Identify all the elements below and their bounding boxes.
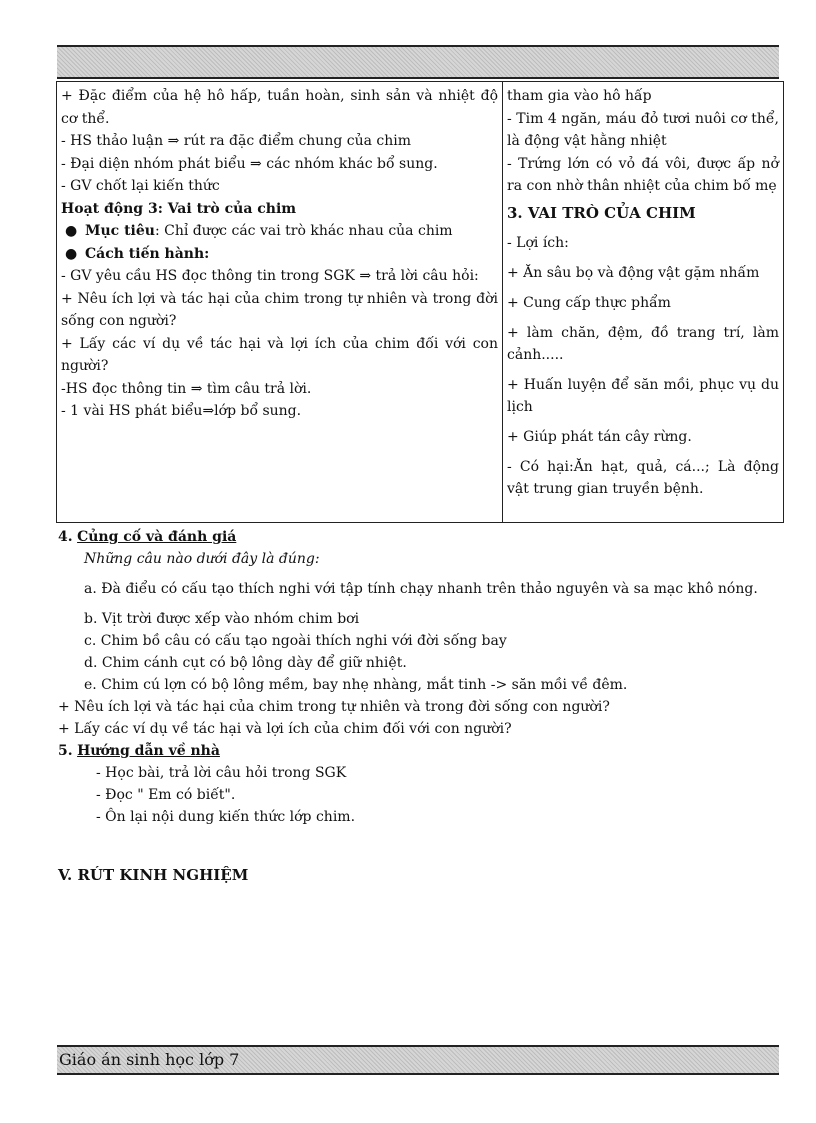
homework-item: - Ôn lại nội dung kiến thức lớp chim.: [96, 809, 356, 825]
quiz-option-b: b. Vịt trời được xếp vào nhóm chim bơi: [84, 611, 360, 627]
role-line: + làm chăn, đệm, đồ trang trí, làm cảnh.....: [507, 325, 779, 363]
objective-text: : Chỉ được các vai trò khác nhau của chim: [154, 223, 453, 239]
left-line: + Nêu ích lợi và tác hại của chim trong tự nhiên và trong đời sống con người?: [61, 290, 498, 329]
teacher-student-activity-column: [57, 82, 503, 523]
left-line: - Đại diện nhóm phát biểu ⇒ các nhóm khác bổ sung.: [61, 155, 438, 172]
right-line: - Trứng lớn có vỏ đá vôi, được ấp nở ra con nhờ thân nhiệt của chim bố mẹ: [507, 155, 779, 194]
method-item: [61, 243, 498, 266]
section-heading: 3. VAI TRÒ CỦA CHIM: [507, 203, 696, 222]
role-line: + Cung cấp thực phẩm: [507, 295, 671, 311]
review-question: + Nêu ích lợi và tác hại của chim trong tự nhiên và trong đời sống con người?: [58, 699, 610, 715]
footer-title: Giáo án sinh học lớp 7: [59, 1050, 240, 1069]
section-number: 5.: [58, 743, 73, 759]
homework-item: - Đọc " Em có biết".: [96, 787, 236, 803]
left-line: - HS thảo luận ⇒ rút ra đặc điểm chung của chim: [61, 133, 412, 149]
objective-item: [61, 220, 498, 243]
right-line: - Tim 4 ngăn, máu đỏ tươi nuôi cơ thể, là động vật hằng nhiệt: [507, 110, 779, 149]
quiz-prompt: Những câu nào dưới đây là đúng:: [84, 551, 320, 567]
role-line: - Có hại:Ăn hạt, quả, cá...; Là động vật trung gian truyền bệnh.: [507, 459, 779, 497]
left-line: -HS đọc thông tin ⇒ tìm câu trả lời.: [61, 380, 312, 397]
section-title: Củng cố và đánh giá: [77, 529, 237, 545]
quiz-option-c: c. Chim bồ câu có cấu tạo ngoài thích nghi với đời sống bay: [84, 633, 507, 649]
section-5-heading: [58, 740, 780, 762]
bullet-icon: ●: [65, 223, 78, 239]
lesson-continuation: [58, 526, 780, 828]
lesson-table: [56, 81, 784, 523]
homework-item: - Học bài, trả lời câu hỏi trong SGK: [96, 765, 347, 781]
left-line: - GV yêu cầu HS đọc thông tin trong SGK ⇒ trả lời câu hỏi:: [61, 268, 479, 284]
method-label: Cách tiến hành:: [85, 245, 210, 262]
right-line: tham gia vào hô hấp: [507, 88, 652, 104]
reflection-heading: V. RÚT KINH NGHIỆM: [58, 866, 249, 884]
role-line: + Huấn luyện để săn mồi, phục vụ du lịch: [507, 377, 779, 415]
left-line: + Lấy các ví dụ về tác hại và lợi ích của chim đối với con người?: [61, 335, 498, 374]
activity-title: Hoạt động 3: Vai trò của chim: [61, 200, 297, 217]
role-line: + Ăn sâu bọ và động vật gặm nhấm: [507, 265, 760, 281]
quiz-option-a: a. Đà điểu có cấu tạo thích nghi với tập tính chạy nhanh trên thảo nguyên và sa mạc khô nóng.: [84, 581, 758, 597]
left-line: - 1 vài HS phát biểu⇒lớp bổ sung.: [61, 403, 302, 419]
quiz-option-e: e. Chim cú lợn có bộ lông mềm, bay nhẹ nhàng, mắt tinh -> săn mồi về đêm.: [84, 677, 628, 693]
footer-band: [57, 1045, 779, 1075]
section-4-heading: [58, 526, 780, 548]
left-line: + Đặc điểm của hệ hô hấp, tuần hoàn, sinh sản và nhiệt độ cơ thể.: [61, 88, 498, 127]
bullet-icon: ●: [65, 245, 78, 262]
header-band: [57, 45, 779, 79]
objective-label: Mục tiêu: [85, 223, 155, 239]
section-number: 4.: [58, 529, 73, 545]
section-title: Hướng dẫn về nhà: [77, 743, 220, 759]
review-question: + Lấy các ví dụ về tác hại và lợi ích của chim đối với con người?: [58, 721, 512, 737]
left-line: - GV chốt lại kiến thức: [61, 178, 220, 194]
role-line: - Lợi ích:: [507, 235, 569, 251]
role-line: + Giúp phát tán cây rừng.: [507, 429, 692, 445]
quiz-option-d: d. Chim cánh cụt có bộ lông dày để giữ nhiệt.: [84, 655, 407, 671]
content-column: [503, 82, 784, 523]
